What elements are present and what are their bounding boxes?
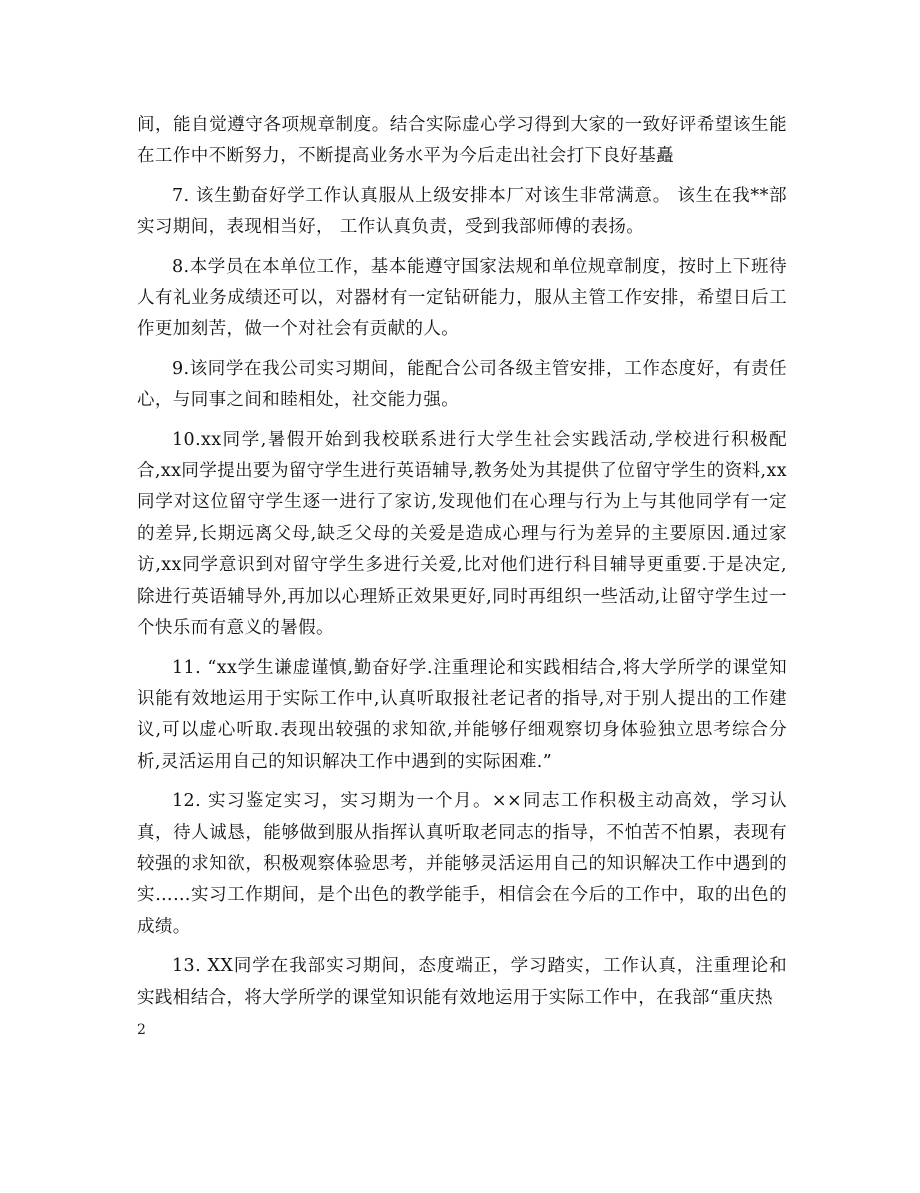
- paragraph-item-7: 7. 该生勤奋好学工作认真服从上级安排本厂对该生非常满意。 该生在我**部实习期间，表现相当好， 工作认真负责，受到我部师傅的表扬。: [137, 185, 787, 238]
- paragraph-item-13: 13. XX同学在我部实习期间，态度端正，学习踏实，工作认真，注重理论和实践相结合，将大学所学的课堂知识能有效地运用于实际工作中，在我部“重庆热: [137, 956, 787, 1008]
- paragraph-continuation: 间，能自觉遵守各项规章制度。结合实际虚心学习得到大家的一致好评希望该生能在工作中不断努力，不断提高业务水平为今后走出社会打下良好基矗: [137, 115, 787, 167]
- paragraph-item-11: 11. “xx学生谦虚谨慎,勤奋好学.注重理论和实践相结合,将大学所学的课堂知识能有效地运用于实际工作中,认真听取报社老记者的指导,对于别人提出的工作建议,可以虚心听取.表现出较强的求知欲,并能够仔细观察切身体验独立思考综合分析,灵活运用自己的知识解决工作中遇到的实际困难.”: [137, 657, 787, 772]
- paragraph-item-9: 9.该同学在我公司实习期间，能配合公司各级主管安排，工作态度好，有责任心，与同事之间和睦相处，社交能力强。: [137, 358, 787, 411]
- document-body: [137, 110, 787, 1022]
- paragraph-item-12: 12. 实习鉴定实习，实习期为一个月。××同志工作积极主动高效，学习认真，待人诚恳，能够做到服从指挥认真听取老同志的指导，不怕苦不怕累，表现有较强的求知欲，积极观察体验思考，并能够灵活运用自己的知识解决工作中遇到的实……实习工作期间，是个出色的教学能手，相信会在今后的工作中，取的出色的成绩。: [137, 791, 787, 937]
- page-number: 2: [137, 1022, 146, 1038]
- paragraph-item-10: 10.xx同学,暑假开始到我校联系进行大学生社会实践活动,学校进行积极配合,xx同学提出要为留守学生进行英语辅导,教务处为其提供了位留守学生的资料,xx同学对这位留守学生逐一进行了家访,发现他们在心理与行为上与其他同学有一定的差异,长期远离父母,缺乏父母的关爱是造成心理与行为差异的主要原因.通过家访,xx同学意识到对留守学生多进行关爱,比对他们进行科目辅导更重要.于是决定,除进行英语辅导外,再加以心理矫正效果更好,同时再组织一些活动,让留守学生过一个快乐而有意义的暑假。: [137, 429, 787, 639]
- paragraph-item-8: 8.本学员在本单位工作，基本能遵守国家法规和单位规章制度，按时上下班待人有礼业务成绩还可以，对器材有一定钻研能力，服从主管工作安排，希望日后工作更加刻苦，做一个对社会有贡献的人。: [137, 256, 787, 340]
